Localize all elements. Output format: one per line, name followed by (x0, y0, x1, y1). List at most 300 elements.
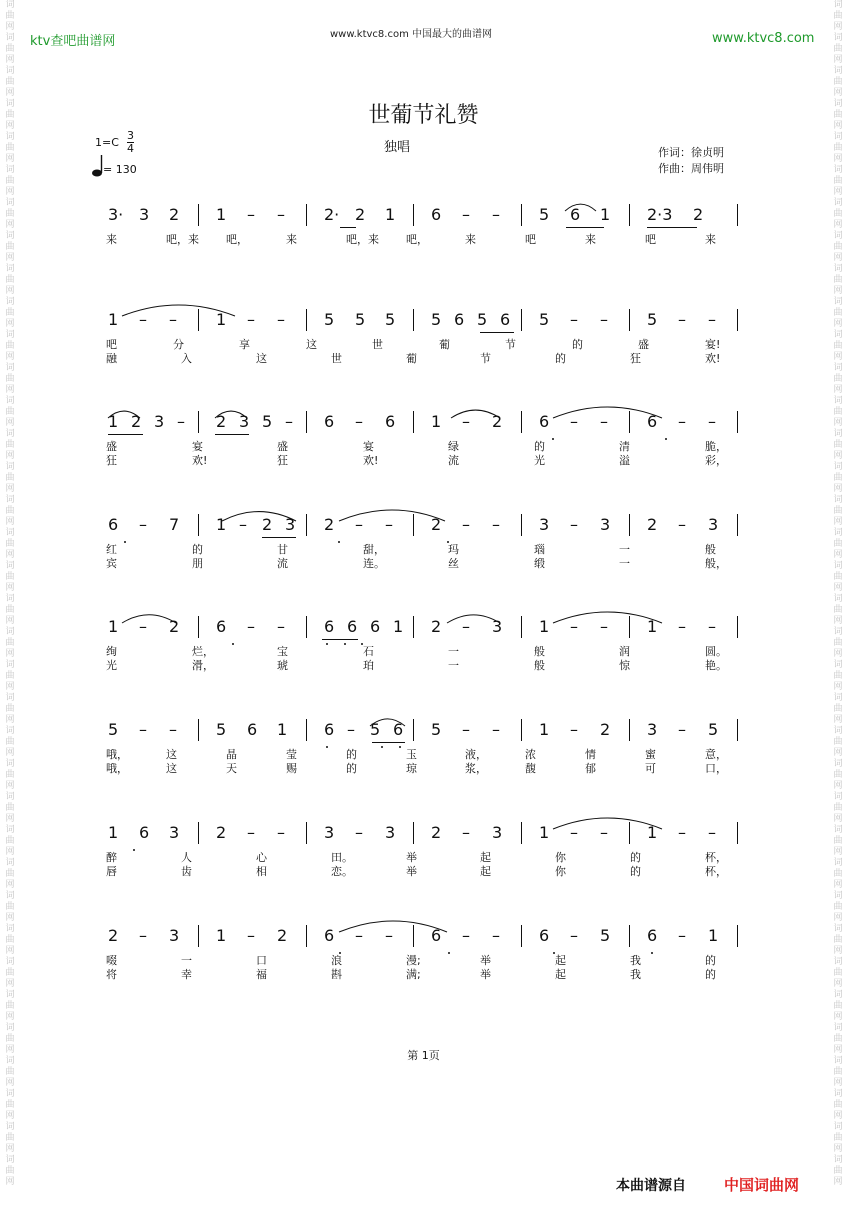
lyric-verse-2: 琼 (406, 762, 417, 775)
note: – (492, 720, 500, 739)
note: 1 (539, 720, 550, 739)
note: – (385, 926, 393, 945)
note: 2 (324, 515, 335, 534)
note: – (277, 205, 285, 224)
note: 1 (216, 205, 227, 224)
note: 6 (216, 617, 227, 636)
lyric-verse-2: 恋。 (331, 865, 353, 878)
note: – (385, 515, 393, 534)
lyric-verse-2: 的 (346, 762, 357, 775)
lyric-verse-2: 连。 (363, 557, 385, 570)
lyric-verse-2: 欢! (363, 454, 379, 467)
lyric-verse-1: 吧 (645, 233, 656, 246)
note: 3 (239, 412, 250, 431)
note: 1 (385, 205, 396, 224)
lyric-verse-2: 的 (555, 352, 566, 365)
note: – (247, 310, 255, 329)
note: 2 (131, 412, 142, 431)
lyric-verse-1: 烂， (192, 645, 214, 658)
note: 2 (431, 823, 442, 842)
lyric-verse-1: 来 (465, 233, 476, 246)
note: 3 (600, 515, 611, 534)
note: 6 (324, 412, 335, 431)
note: – (462, 720, 470, 739)
note: 1 (539, 617, 550, 636)
note: – (247, 205, 255, 224)
note: – (169, 720, 177, 739)
page-number: 第 1页 (407, 1049, 440, 1062)
note: – (570, 823, 578, 842)
lyric-verse-2: 般， (705, 557, 727, 570)
note: 5 (539, 310, 550, 329)
lyric-verse-1: 举 (406, 851, 417, 864)
note: 2 (355, 205, 366, 224)
lyric-verse-1: 漫; (406, 954, 421, 967)
lyric-verse-1: 绿 (448, 440, 459, 453)
lyric-verse-1: 口 (256, 954, 267, 967)
note: – (708, 412, 716, 431)
lyric-verse-1: 圆。 (705, 645, 727, 658)
note: – (678, 310, 686, 329)
slur (553, 818, 662, 829)
lyric-verse-2: 滑， (192, 659, 214, 672)
note: 6 (570, 205, 581, 224)
lyric-verse-2: 相 (256, 865, 267, 878)
lyric-verse-2: 福 (256, 968, 267, 981)
lyric-verse-1: 我 (630, 954, 641, 967)
note: 2 (169, 205, 180, 224)
note: 6 (431, 926, 442, 945)
note: 6 (139, 823, 150, 842)
source-label: 本曲谱源自 (616, 1178, 686, 1194)
lyric-verse-2: 杯， (705, 865, 727, 878)
note: 1 (708, 926, 719, 945)
note: 1 (216, 926, 227, 945)
lyric-verse-2: 的 (630, 865, 641, 878)
lyric-verse-2: 幸 (181, 968, 192, 981)
note: 5 (431, 310, 442, 329)
song-title: 世葡节礼赞 (368, 103, 479, 128)
note: 3· (108, 205, 124, 224)
lyric-verse-1: 的 (534, 440, 545, 453)
slur (447, 615, 500, 623)
lyric-verse-1: 来 (106, 233, 117, 246)
note: 6 (647, 412, 658, 431)
slur (370, 719, 405, 726)
lyric-verse-2: 溢 (619, 454, 630, 467)
note: – (570, 310, 578, 329)
note: – (462, 926, 470, 945)
lyric-verse-1: 玛 (448, 543, 459, 556)
lyric-verse-1: 人 (181, 851, 192, 864)
lyric-verse-1: 起 (480, 851, 491, 864)
lyric-verse-2: 艳。 (705, 659, 727, 672)
lyric-verse-2: 举 (480, 968, 491, 981)
note: 6 (500, 310, 511, 329)
lyric-verse-1: 的 (346, 748, 357, 761)
note: – (570, 720, 578, 739)
lyric-verse-1: 世 (372, 338, 383, 351)
lyric-verse-1: 般 (534, 645, 545, 658)
lyric-verse-2: 彩， (705, 454, 727, 467)
note: 2 (431, 617, 442, 636)
note: 1 (393, 617, 404, 636)
note: – (277, 310, 285, 329)
lyric-verse-1: 醉 (106, 851, 117, 864)
lyric-verse-2: 哦， (106, 762, 128, 775)
note: – (492, 926, 500, 945)
slur (553, 612, 662, 623)
note: – (708, 823, 716, 842)
note: 3 (385, 823, 396, 842)
lyric-verse-1: 举 (480, 954, 491, 967)
note: – (139, 310, 147, 329)
lyric-verse-2: 流 (277, 557, 288, 570)
lyric-verse-1: 这 (306, 338, 317, 351)
note: 6 (393, 720, 404, 739)
lyric-verse-1: 盛 (106, 440, 117, 453)
lyric-verse-2: 这 (256, 352, 267, 365)
note: 6 (385, 412, 396, 431)
lyric-verse-1: 葡 (439, 338, 450, 351)
lyric-verse-2: 葡 (406, 352, 417, 365)
lyric-verse-2: 郁 (585, 762, 596, 775)
note: – (355, 515, 363, 534)
note: 5 (477, 310, 488, 329)
lyric-verse-1: 宝 (277, 645, 288, 658)
watermark-right: 词曲网词曲网词曲网词曲网词曲网词曲网词曲网词曲网词曲网词曲网词曲网词曲网词曲网词曲网词曲网词曲网词曲网词曲网词曲网词曲网词曲网词曲网词曲网词曲网词曲网词曲网词曲网词曲网词曲网词曲网词曲网词曲网词曲网词曲网词曲网词曲网 (833, 0, 843, 1187)
lyric-verse-2: 狂 (630, 352, 641, 365)
note: 1 (216, 310, 227, 329)
note: – (600, 823, 608, 842)
note: 2 (431, 515, 442, 534)
note: 5 (708, 720, 719, 739)
watermark-left: 词曲网词曲网词曲网词曲网词曲网词曲网词曲网词曲网词曲网词曲网词曲网词曲网词曲网词曲网词曲网词曲网词曲网词曲网词曲网词曲网词曲网词曲网词曲网词曲网词曲网词曲网词曲网词曲网词曲网词曲网词曲网词曲网词曲网词曲网词曲网词曲网 (5, 0, 15, 1187)
lyric-verse-1: 吧 (525, 233, 536, 246)
lyric-verse-2: 浆， (465, 762, 487, 775)
lyric-verse-1: 蜜 (645, 748, 656, 761)
note: – (169, 310, 177, 329)
note: – (462, 617, 470, 636)
lyric-verse-2: 天 (226, 762, 237, 775)
note: – (355, 926, 363, 945)
header-tagline: www.ktvc8.com 中国最大的曲谱网 (330, 29, 493, 40)
lyric-verse-2: 般 (534, 659, 545, 672)
lyric-verse-1: 的 (705, 954, 716, 967)
note: 6 (108, 515, 119, 534)
note: 6 (370, 617, 381, 636)
lyric-verse-2: 朋 (192, 557, 203, 570)
lyric-verse-2: 宾 (106, 557, 117, 570)
lyric-verse-2: 举 (406, 865, 417, 878)
source-name[interactable]: 中国词曲网 (724, 1176, 800, 1194)
lyric-verse-2: 齿 (181, 865, 192, 878)
tempo-marking: = 130 (103, 163, 137, 176)
lyric-verse-2: 光 (106, 659, 117, 672)
note: – (570, 926, 578, 945)
note: 2·3 (647, 205, 673, 224)
note: – (139, 515, 147, 534)
note: 1 (108, 412, 119, 431)
note: 3 (169, 926, 180, 945)
lyric-verse-2: 欢! (705, 352, 721, 365)
lyric-verse-1: 莹 (286, 748, 297, 761)
lyric-verse-1: 你 (555, 851, 566, 864)
note: – (247, 823, 255, 842)
note: 1 (539, 823, 550, 842)
slur (553, 407, 662, 418)
note: – (600, 412, 608, 431)
lyric-verse-1: 脆， (705, 440, 727, 453)
note: 6 (431, 205, 442, 224)
note: 6 (539, 412, 550, 431)
lyric-verse-1: 享 (239, 338, 250, 351)
lyric-verse-2: 我 (630, 968, 641, 981)
note: 3 (324, 823, 335, 842)
note: 6 (454, 310, 465, 329)
note: 2 (108, 926, 119, 945)
lyric-verse-2: 一 (619, 557, 630, 570)
lyric-verse-1: 吧， (226, 233, 248, 246)
note: 5 (647, 310, 658, 329)
note: – (277, 617, 285, 636)
lyric-verse-2: 一 (448, 659, 459, 672)
note: 5 (539, 205, 550, 224)
lyric-verse-1: 吧，来 (346, 233, 379, 246)
note: – (708, 617, 716, 636)
note: 6 (324, 617, 335, 636)
note: – (492, 205, 500, 224)
note: – (177, 412, 185, 431)
lyric-verse-1: 这 (166, 748, 177, 761)
note: – (247, 926, 255, 945)
note: 3 (492, 823, 503, 842)
lyric-verse-1: 节 (505, 338, 516, 351)
note: 5 (431, 720, 442, 739)
note: 3 (285, 515, 296, 534)
lyric-verse-2: 可 (645, 762, 656, 775)
note: – (139, 617, 147, 636)
note: – (462, 412, 470, 431)
key-signature: 1=C (95, 136, 119, 149)
lyric-verse-1: 起 (555, 954, 566, 967)
lyric-verse-2: 狂 (106, 454, 117, 467)
header-url[interactable]: www.ktvc8.com (712, 31, 815, 46)
lyric-verse-1: 吧， (406, 233, 428, 246)
note: 2 (169, 617, 180, 636)
lyric-verse-2: 满; (406, 968, 421, 981)
note: – (600, 310, 608, 329)
slur (122, 305, 235, 316)
note: 1 (108, 823, 119, 842)
lyric-verse-1: 吧 (106, 338, 117, 351)
lyric-verse-2: 馥 (525, 762, 536, 775)
note: 2 (277, 926, 288, 945)
composer: 作曲：周伟明 (658, 162, 724, 175)
note: 5 (324, 310, 335, 329)
lyric-verse-1: 清 (619, 440, 630, 453)
lyric-verse-1: 甜， (363, 543, 385, 556)
slur (222, 512, 296, 521)
note: 3 (169, 823, 180, 842)
note: – (139, 720, 147, 739)
lyric-verse-1: 来 (585, 233, 596, 246)
lyric-verse-1: 玉 (406, 748, 417, 761)
lyric-verse-1: 甘 (277, 543, 288, 556)
note: – (462, 823, 470, 842)
note: 3 (708, 515, 719, 534)
slur (565, 204, 596, 211)
note: – (347, 720, 355, 739)
lyric-verse-2: 这 (166, 762, 177, 775)
time-signature-numerator: 3 (127, 129, 134, 142)
performance-style: 独唱 (384, 140, 411, 155)
lyric-verse-2: 欢! (192, 454, 208, 467)
note: 2 (693, 205, 704, 224)
note: 6 (347, 617, 358, 636)
lyric-verse-1: 啜 (106, 954, 117, 967)
lyric-verse-2: 斟 (331, 968, 342, 981)
note: 3 (492, 617, 503, 636)
lyric-verse-2: 缎 (534, 557, 545, 570)
slur (339, 510, 445, 521)
lyric-verse-1: 液， (465, 748, 487, 761)
lyric-verse-2: 琥 (277, 659, 288, 672)
lyric-verse-2: 惊 (619, 659, 630, 672)
lyric-verse-2: 流 (448, 454, 459, 467)
lyric-verse-1: 来 (286, 233, 297, 246)
note: 3 (139, 205, 150, 224)
note: 1 (277, 720, 288, 739)
note: – (570, 515, 578, 534)
lyric-verse-2: 融 (106, 352, 117, 365)
lyric-verse-2: 珀 (363, 659, 374, 672)
lyric-verse-1: 一 (181, 954, 192, 967)
lyric-verse-1: 心 (256, 851, 267, 864)
lyric-verse-1: 盛 (277, 440, 288, 453)
lyric-verse-1: 绚 (106, 645, 117, 658)
note: – (462, 205, 470, 224)
lyric-verse-1: 分 (173, 338, 184, 351)
note: 1 (431, 412, 442, 431)
note: 6 (324, 926, 335, 945)
note: 5 (216, 720, 227, 739)
note: 5 (108, 720, 119, 739)
lyric-verse-1: 浪 (331, 954, 342, 967)
note: – (678, 720, 686, 739)
note: 2 (492, 412, 503, 431)
note: 1 (108, 310, 119, 329)
note: – (239, 515, 247, 534)
note: 1 (647, 823, 658, 842)
lyric-verse-1: 宴! (705, 338, 721, 351)
lyric-verse-1: 瑙 (534, 543, 545, 556)
note: 3 (539, 515, 550, 534)
lyric-verse-2: 光 (534, 454, 545, 467)
lyric-verse-2: 起 (555, 968, 566, 981)
lyric-verse-1: 哦， (106, 748, 128, 761)
note: – (600, 617, 608, 636)
lyric-verse-1: 般 (705, 543, 716, 556)
note: – (492, 515, 500, 534)
note: 6 (539, 926, 550, 945)
time-signature-denominator: 4 (127, 142, 134, 155)
lyric-verse-2: 的 (705, 968, 716, 981)
note: – (462, 515, 470, 534)
lyric-verse-2: 世 (331, 352, 342, 365)
lyric-verse-2: 将 (106, 968, 117, 981)
lyric-verse-2: 口， (705, 762, 727, 775)
note: 5 (385, 310, 396, 329)
lyric-verse-1: 的 (572, 338, 583, 351)
lyric-verse-2: 丝 (448, 557, 459, 570)
note: – (355, 823, 363, 842)
lyric-verse-1: 润 (619, 645, 630, 658)
note: 1 (108, 617, 119, 636)
note: – (277, 823, 285, 842)
slur (451, 410, 500, 418)
lyric-verse-1: 来 (705, 233, 716, 246)
lyric-verse-1: 情 (585, 748, 596, 761)
lyric-verse-1: 的 (630, 851, 641, 864)
header-site-name[interactable]: ktv查吧曲谱网 (30, 34, 116, 49)
lyric-verse-1: 吧，来 (166, 233, 199, 246)
lyricist: 作词：徐贞明 (658, 146, 724, 159)
lyric-verse-1: 红 (106, 543, 117, 556)
note: – (708, 310, 716, 329)
note: – (139, 926, 147, 945)
note: 6 (247, 720, 258, 739)
note: – (285, 412, 293, 431)
lyric-verse-2: 节 (480, 352, 491, 365)
lyric-verse-1: 一 (619, 543, 630, 556)
note: 2 (216, 823, 227, 842)
lyric-verse-2: 唇 (106, 865, 117, 878)
note: – (570, 412, 578, 431)
lyric-verse-1: 杯， (705, 851, 727, 864)
note: 5 (600, 926, 611, 945)
note: – (678, 617, 686, 636)
note: 1 (216, 515, 227, 534)
note: 6 (647, 926, 658, 945)
note: – (678, 926, 686, 945)
note: – (678, 823, 686, 842)
note: – (678, 412, 686, 431)
slur (122, 615, 176, 623)
lyric-verse-2: 狂 (277, 454, 288, 467)
lyric-verse-1: 田。 (331, 851, 353, 864)
note: – (678, 515, 686, 534)
note: 6 (324, 720, 335, 739)
note: 2 (647, 515, 658, 534)
note: 3 (647, 720, 658, 739)
note: 5 (262, 412, 273, 431)
note: – (355, 412, 363, 431)
lyric-verse-1: 晶 (226, 748, 237, 761)
note: – (570, 617, 578, 636)
note: 1 (600, 205, 611, 224)
lyric-verse-2: 起 (480, 865, 491, 878)
lyric-verse-2: 你 (555, 865, 566, 878)
note: 5 (370, 720, 381, 739)
note: 7 (169, 515, 180, 534)
lyric-verse-1: 浓 (525, 748, 536, 761)
note: 5 (355, 310, 366, 329)
slur (339, 921, 447, 932)
slur (215, 411, 247, 418)
lyric-verse-1: 一 (448, 645, 459, 658)
note: 1 (647, 617, 658, 636)
